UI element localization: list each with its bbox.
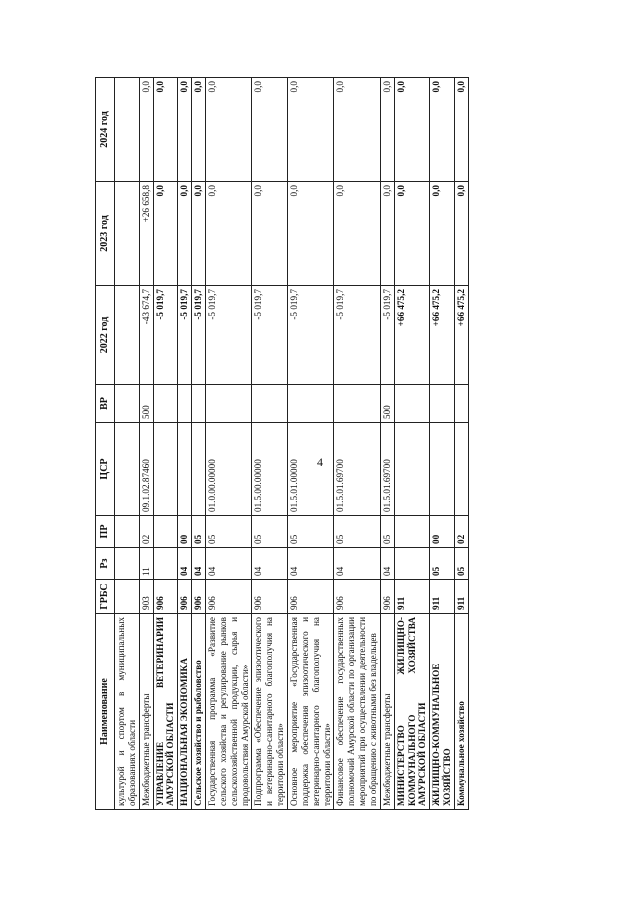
rz-cell: 04 — [252, 548, 288, 580]
year-2023-cell: 0,0 — [380, 182, 394, 286]
csr-cell: 01.0.00.00000 — [206, 423, 252, 516]
row-name: МИНИСТЕРСТВО ЖИЛИЩНО-КОММУНАЛЬНОГО ХОЗЯЙСТВА АМУРСКОЙ ОБЛАСТИ — [394, 614, 430, 810]
year-2024-cell: 0,0 — [380, 78, 394, 182]
year-2022-cell: -5 019,7 — [252, 286, 288, 385]
rz-cell: 11 — [139, 548, 153, 580]
row-name: УПРАВЛЕНИЕ ВЕТЕРИНАРИИ АМУРСКОЙ ОБЛАСТИ — [153, 614, 178, 810]
vr-cell — [455, 385, 469, 423]
grbs-cell: 906 — [380, 580, 394, 614]
table-row — [153, 78, 178, 810]
year-2024-cell: 0,0 — [178, 78, 192, 182]
year-2022-cell: -5 019,7 — [153, 286, 178, 385]
row-name: Коммунальное хозяйство — [455, 614, 469, 810]
row-name: Государственная программа «Развитие сельского хозяйства и регулирование рынков сельскохозяйственной продукции, сырья и продовольствия Амурской области» — [206, 614, 252, 810]
pr-cell: 05 — [334, 516, 380, 548]
table-row — [206, 78, 252, 810]
table-body — [115, 78, 469, 810]
table-row — [288, 78, 334, 810]
rz-cell: 05 — [455, 548, 469, 580]
year-2024-cell: 0,0 — [252, 78, 288, 182]
year-2023-cell: 0,0 — [192, 182, 206, 286]
table-row — [178, 78, 192, 810]
column-header: Наименование — [96, 614, 115, 810]
grbs-cell: 906 — [192, 580, 206, 614]
vr-cell — [178, 385, 192, 423]
year-2022-cell: -5 019,7 — [178, 286, 192, 385]
csr-cell — [115, 423, 140, 516]
pr-cell: 05 — [380, 516, 394, 548]
rz-cell: 04 — [380, 548, 394, 580]
column-header: ЦСР — [96, 423, 115, 516]
row-name: ЖИЛИЩНО-КОММУНАЛЬНОЕ ХОЗЯЙСТВО — [430, 614, 455, 810]
csr-cell: 09.1.02.87460 — [139, 423, 153, 516]
column-header: 2024 год — [96, 78, 115, 182]
year-2022-cell: +66 475,2 — [430, 286, 455, 385]
rz-cell: 04 — [288, 548, 334, 580]
year-2024-cell: 0,0 — [139, 78, 153, 182]
rz-cell: 04 — [206, 548, 252, 580]
rz-cell — [153, 548, 178, 580]
vr-cell — [115, 385, 140, 423]
year-2023-cell: 0,0 — [455, 182, 469, 286]
pr-cell — [153, 516, 178, 548]
grbs-cell: 911 — [394, 580, 430, 614]
table-row — [380, 78, 394, 810]
year-2023-cell: 0,0 — [252, 182, 288, 286]
rz-cell: 04 — [178, 548, 192, 580]
year-2024-cell: 0,0 — [455, 78, 469, 182]
vr-cell — [206, 385, 252, 423]
csr-cell — [430, 423, 455, 516]
grbs-cell: 911 — [430, 580, 455, 614]
column-header: ПР — [96, 516, 115, 548]
pr-cell — [115, 516, 140, 548]
csr-cell — [192, 423, 206, 516]
year-2024-cell: 0,0 — [153, 78, 178, 182]
row-name: Межбюджетные трансферты — [139, 614, 153, 810]
row-name: Подпрограмма «Обеспечение эпизоотического и ветеринарно-санитарного благополучия на территории области» — [252, 614, 288, 810]
pr-cell: 00 — [178, 516, 192, 548]
year-2023-cell — [115, 182, 140, 286]
column-header: 2022 год — [96, 286, 115, 385]
table-row — [334, 78, 380, 810]
row-name: культурой и спортом в муниципальных образованиях области — [115, 614, 140, 810]
year-2022-cell: +66 475,2 — [455, 286, 469, 385]
rz-cell — [394, 548, 430, 580]
year-2022-cell: -5 019,7 — [206, 286, 252, 385]
grbs-cell: 911 — [455, 580, 469, 614]
year-2024-cell: 0,0 — [334, 78, 380, 182]
pr-cell: 02 — [139, 516, 153, 548]
pr-cell: 05 — [192, 516, 206, 548]
csr-cell — [455, 423, 469, 516]
table-row — [455, 78, 469, 810]
year-2023-cell: 0,0 — [178, 182, 192, 286]
year-2023-cell: +26 658,8 — [139, 182, 153, 286]
grbs-cell: 903 — [139, 580, 153, 614]
vr-cell — [252, 385, 288, 423]
row-name: Основное мероприятие «Государственная поддержка обеспечения эпизоотического и ветеринарно-санитарного благополучия на территории области» — [288, 614, 334, 810]
csr-cell — [178, 423, 192, 516]
rz-cell: 04 — [192, 548, 206, 580]
year-2023-cell: 0,0 — [206, 182, 252, 286]
column-header: 2023 год — [96, 182, 115, 286]
grbs-cell: 906 — [288, 580, 334, 614]
table-row — [394, 78, 430, 810]
pr-cell: 02 — [455, 516, 469, 548]
year-2023-cell: 0,0 — [153, 182, 178, 286]
table-row — [139, 78, 153, 810]
vr-cell — [394, 385, 430, 423]
rz-cell: 05 — [430, 548, 455, 580]
vr-cell: 500 — [380, 385, 394, 423]
grbs-cell: 906 — [252, 580, 288, 614]
row-name: Межбюджетные трансферты — [380, 614, 394, 810]
grbs-cell: 906 — [178, 580, 192, 614]
table-row — [252, 78, 288, 810]
year-2022-cell: -5 019,7 — [288, 286, 334, 385]
grbs-cell: 906 — [153, 580, 178, 614]
table-row — [430, 78, 455, 810]
year-2022-cell: -5 019,7 — [380, 286, 394, 385]
year-2024-cell: 0,0 — [288, 78, 334, 182]
vr-cell: 500 — [139, 385, 153, 423]
pr-cell — [394, 516, 430, 548]
year-2023-cell: 0,0 — [334, 182, 380, 286]
year-2022-cell: -43 674,7 — [139, 286, 153, 385]
csr-cell: 01.5.00.00000 — [252, 423, 288, 516]
budget-table — [95, 77, 469, 810]
year-2024-cell: 0,0 — [430, 78, 455, 182]
year-2023-cell: 0,0 — [288, 182, 334, 286]
rotated-table-wrapper — [95, 78, 595, 810]
pr-cell: 00 — [430, 516, 455, 548]
vr-cell — [334, 385, 380, 423]
csr-cell — [394, 423, 430, 516]
vr-cell — [192, 385, 206, 423]
row-name: Сельское хозяйство и рыболовство — [192, 614, 206, 810]
year-2024-cell: 0,0 — [394, 78, 430, 182]
csr-cell — [153, 423, 178, 516]
row-name: НАЦИОНАЛЬНАЯ ЭКОНОМИКА — [178, 614, 192, 810]
csr-cell: 01.5.01.69700 — [380, 423, 394, 516]
year-2022-cell: -5 019,7 — [192, 286, 206, 385]
grbs-cell — [115, 580, 140, 614]
csr-cell: 01.5.01.00000 — [288, 423, 334, 516]
rz-cell — [115, 548, 140, 580]
csr-cell: 01.5.01.69700 — [334, 423, 380, 516]
pr-cell: 05 — [206, 516, 252, 548]
table-row — [115, 78, 140, 810]
grbs-cell: 906 — [334, 580, 380, 614]
vr-cell — [288, 385, 334, 423]
vr-cell — [430, 385, 455, 423]
year-2024-cell: 0,0 — [206, 78, 252, 182]
pr-cell: 05 — [252, 516, 288, 548]
column-header: Рз — [96, 548, 115, 580]
year-2022-cell: +66 475,2 — [394, 286, 430, 385]
year-2022-cell — [115, 286, 140, 385]
row-name: Финансовое обеспечение государственных полномочий Амурской области по организации мероприятий при осуществлении деятельности по обращению с животными без владельцев — [334, 614, 380, 810]
column-header: ВР — [96, 385, 115, 423]
year-2023-cell: 0,0 — [430, 182, 455, 286]
year-2024-cell — [115, 78, 140, 182]
year-2023-cell: 0,0 — [394, 182, 430, 286]
table-row — [192, 78, 206, 810]
pr-cell: 05 — [288, 516, 334, 548]
vr-cell — [153, 385, 178, 423]
year-2022-cell: -5 019,7 — [334, 286, 380, 385]
rz-cell: 04 — [334, 548, 380, 580]
grbs-cell: 906 — [206, 580, 252, 614]
table-header-row — [96, 78, 115, 810]
page-number: 4 — [317, 455, 323, 469]
column-header: ГРБС — [96, 580, 115, 614]
year-2024-cell: 0,0 — [192, 78, 206, 182]
